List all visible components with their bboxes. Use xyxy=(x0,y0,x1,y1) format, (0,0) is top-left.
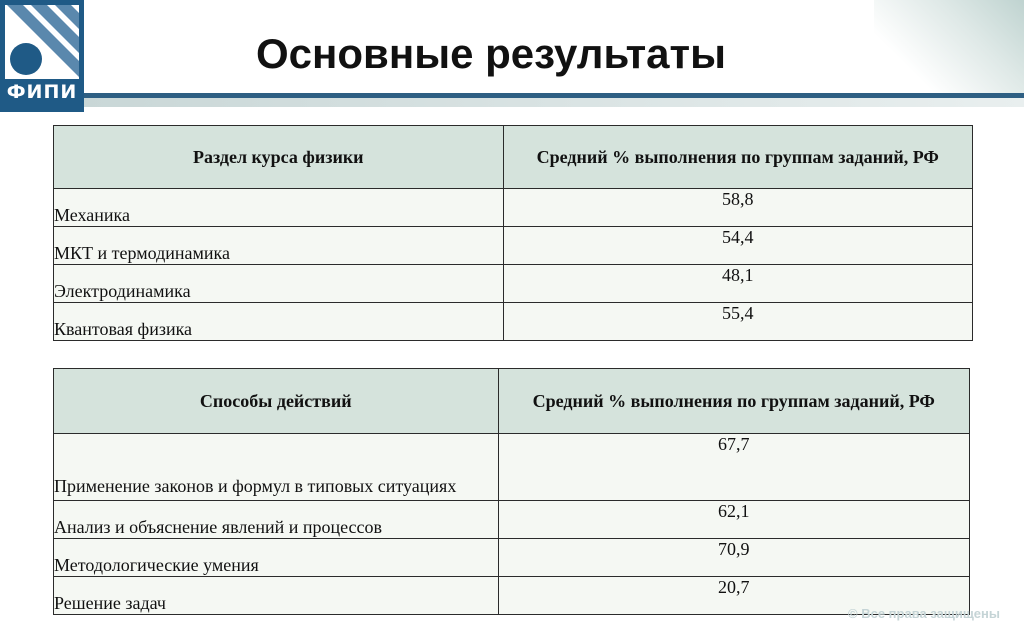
fipi-logo xyxy=(0,0,84,112)
row-label: Квантовая физика xyxy=(54,303,504,341)
row-value: 70,9 xyxy=(498,539,969,577)
table-header-row xyxy=(54,369,970,434)
logo-emblem xyxy=(5,5,79,79)
row-value: 48,1 xyxy=(503,265,972,303)
row-value: 58,8 xyxy=(503,189,972,227)
row-value: 20,7 xyxy=(498,577,969,615)
table-row xyxy=(54,227,973,265)
column-header-section: Раздел курса физики xyxy=(54,126,504,189)
row-label: Методологические умения xyxy=(54,539,499,577)
column-header-percent: Средний % выполнения по группам заданий, РФ xyxy=(503,126,972,189)
logo-text: ФИПИ xyxy=(6,81,78,103)
title-underline-shadow xyxy=(84,98,1024,107)
logo-emblem-graphic xyxy=(5,5,79,79)
table-row xyxy=(54,434,970,501)
row-value: 54,4 xyxy=(503,227,972,265)
column-header-percent: Средний % выполнения по группам заданий, РФ xyxy=(498,369,969,434)
table-row xyxy=(54,577,970,615)
table-row xyxy=(54,265,973,303)
row-label: Применение законов и формул в типовых ситуациях xyxy=(54,434,499,501)
table-row xyxy=(54,189,973,227)
row-label: Электродинамика xyxy=(54,265,504,303)
row-value: 62,1 xyxy=(498,501,969,539)
table-row xyxy=(54,539,970,577)
table-header-row xyxy=(54,126,973,189)
row-value: 55,4 xyxy=(503,303,972,341)
column-header-methods: Способы действий xyxy=(54,369,499,434)
row-label: Анализ и объяснение явлений и процессов xyxy=(54,501,499,539)
row-value: 67,7 xyxy=(498,434,969,501)
action-methods-table xyxy=(53,368,970,615)
page-title: Основные результаты xyxy=(256,30,726,77)
copyright-watermark: © Все права защищены xyxy=(848,606,1000,621)
table-row xyxy=(54,501,970,539)
row-label: Механика xyxy=(54,189,504,227)
physics-sections-table xyxy=(53,125,973,341)
corner-decoration xyxy=(874,0,1024,95)
row-label: Решение задач xyxy=(54,577,499,615)
table-row xyxy=(54,303,973,341)
row-label: МКТ и термодинамика xyxy=(54,227,504,265)
